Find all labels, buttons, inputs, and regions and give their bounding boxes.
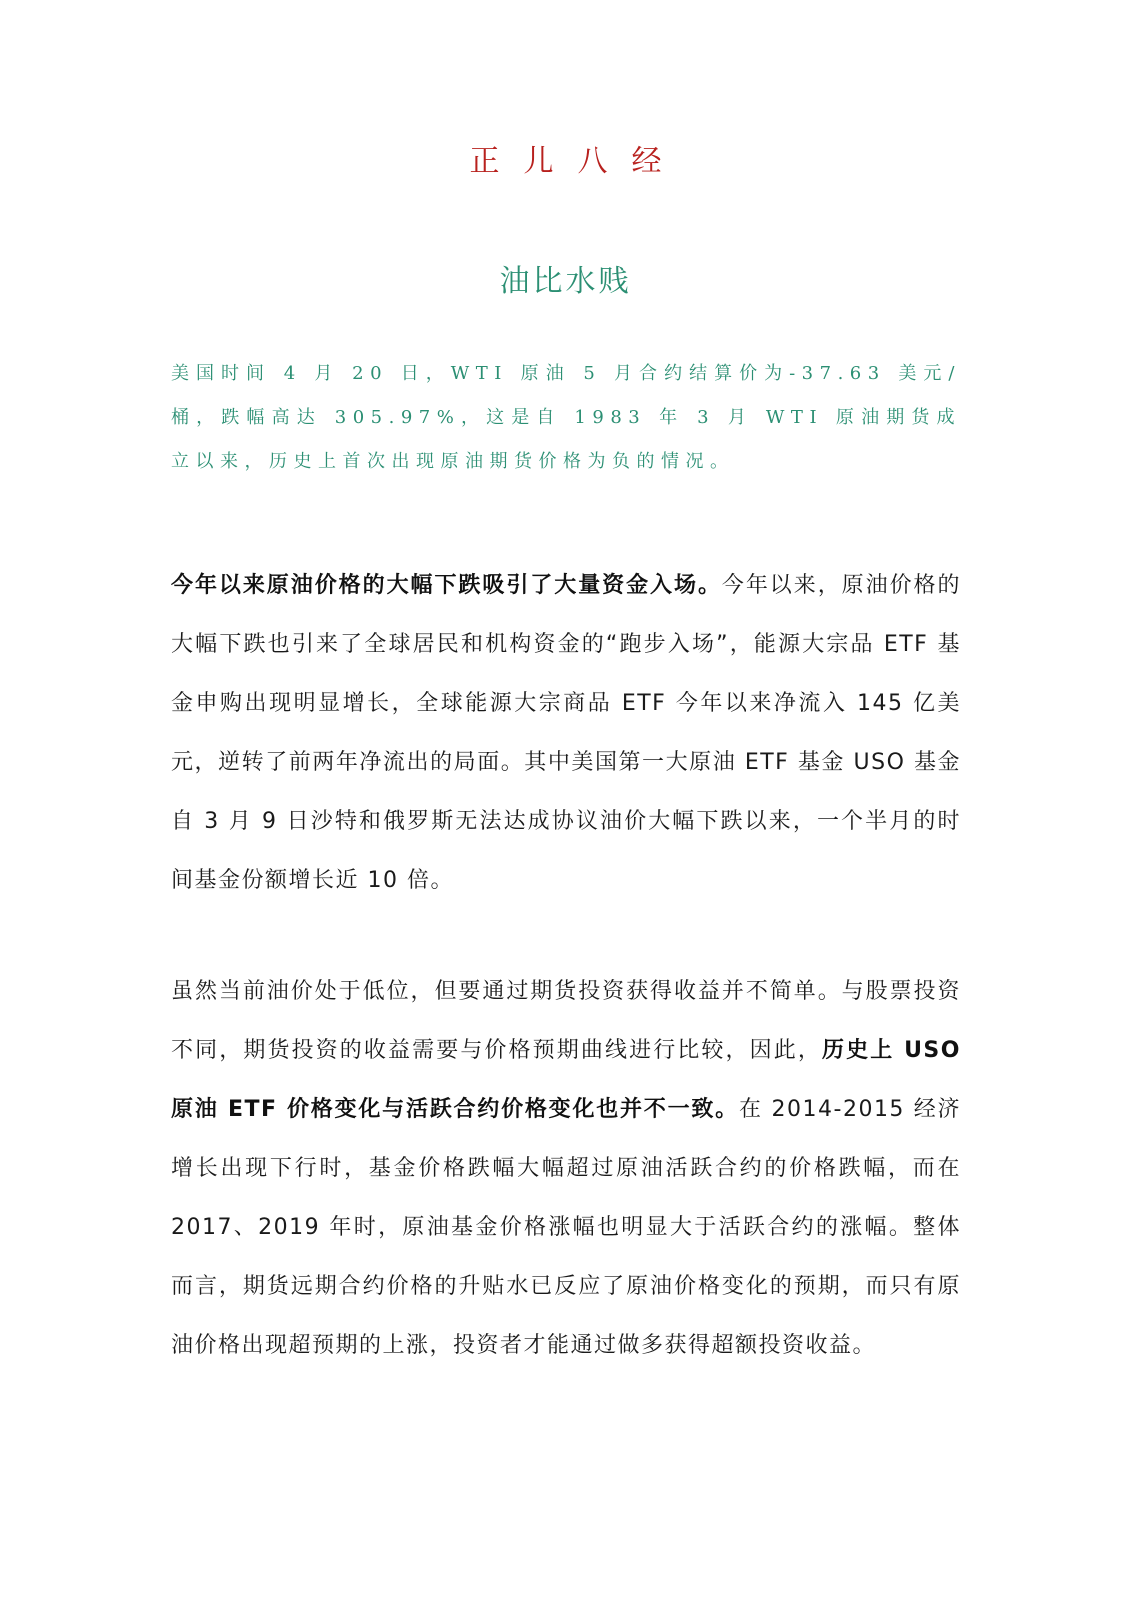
brand-title: 正儿八经	[469, 144, 686, 179]
paragraph-2-highlight: 历史上 USO 原油 ETF 价格变化与活跃合约价格变化也并不一致。	[171, 1038, 961, 1122]
paragraph-1-highlight: 今年以来原油价格的大幅下跌吸引了大量资金入场。	[171, 573, 722, 598]
paragraph-2-intro: 虽然当前油价处于低位，但要通过期货投资获得收益并不简单。与股票投资不同，期货投资的收益需要与价格预期曲线进行比较，因此，	[171, 979, 961, 1063]
article-title: 油比水贱	[499, 264, 632, 299]
paragraph-2	[171, 962, 961, 1375]
paragraph-1	[171, 556, 961, 910]
paragraph-2-body: 在 2014-2015 经济增长出现下行时，基金价格跌幅大幅超过原油活跃合约的价格跌幅，而在 2017、2019 年时，原油基金价格涨幅也明显大于活跃合约的涨幅。整体而言，期货远期合约价格的升贴水已反应了原油价格变化的预期，而只有原油价格出现超预期的上涨，投资者才能通过做多获得超额投资收益。	[171, 1097, 961, 1358]
paragraph-1-body: 今年以来，原油价格的大幅下跌也引来了全球居民和机构资金的“跑步入场”，能源大宗品 ETF 基金申购出现明显增长，全球能源大宗商品 ETF 今年以来净流入 145 亿美元，逆转了前两年净流出的局面。其中美国第一大原油 ETF 基金 USO 基金自 3 月 9 日沙特和俄罗斯无法达成协议油价大幅下跌以来，一个半月的时间基金份额增长近 10 倍。	[171, 573, 961, 893]
lead-summary: 美国时间 4 月 20 日，WTI 原油 5 月合约结算价为-37.63 美元/桶，跌幅高达 305.97%，这是自 1983 年 3 月 WTI 原油期货成立以来，历史上首次出现原油期货价格为负的情况。	[171, 363, 961, 472]
